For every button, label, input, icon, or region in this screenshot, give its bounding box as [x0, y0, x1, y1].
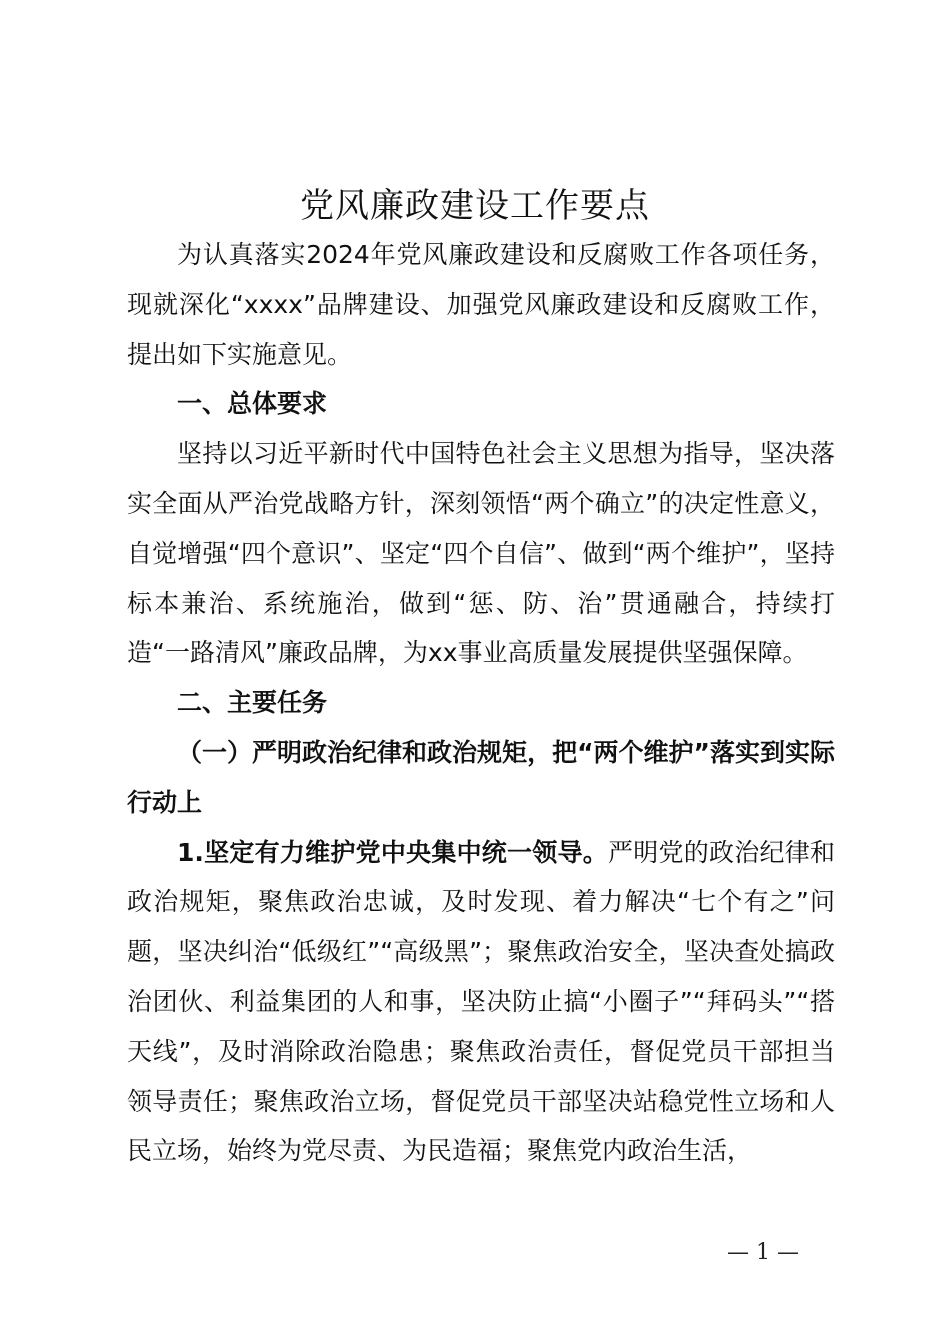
page-number: — 1 —: [727, 1240, 799, 1265]
subsection-heading-political-discipline: （一）严明政治纪律和政治规矩，把“两个维护”落实到实际行动上: [127, 737, 835, 817]
item-1-paragraph: [127, 828, 835, 1177]
general-requirements-paragraph: 坚持以习近平新时代中国特色社会主义思想为指导，坚决落实全面从严治党战略方针，深刻领悟“两个确立”的决定性意义，自觉增强“四个意识”、坚定“四个自信”、做到“两个维护”，坚持标本兼治、系统施治，做到“惩、防、治”贯通融合，持续打造“一路清风”廉政品牌，为xx事业高质量发展提供坚强保障。: [127, 439, 835, 668]
section-heading-general-requirements: 一、总体要求: [177, 389, 328, 419]
item-1-lead: 1.坚定有力维护党中央集中统一领导。: [177, 837, 609, 867]
document-body: [127, 230, 835, 1176]
intro-paragraph: 为认真落实2024年党风廉政建设和反腐败工作各项任务，现就深化“xxxx”品牌建设、加强党风廉政建设和反腐败工作，提出如下实施意见。: [127, 240, 835, 369]
section-heading-main-tasks: 二、主要任务: [177, 688, 328, 718]
document-title: 党风廉政建设工作要点: [300, 186, 650, 226]
item-1-body: 严明党的政治纪律和政治规矩，聚焦政治忠诚，及时发现、着力解决“七个有之”问题，坚决纠治“低级红”“高级黑”；聚焦政治安全，坚决查处搞政治团伙、利益集团的人和事，坚决防止搞“小圈子”“拜码头”“搭天线”，及时消除政治隐患；聚焦政治责任，督促党员干部担当领导责任；聚焦政治立场，督促党员干部坚决站稳党性立场和人民立场，始终为党尽责、为民造福；聚焦党内政治生活，: [127, 837, 835, 1166]
